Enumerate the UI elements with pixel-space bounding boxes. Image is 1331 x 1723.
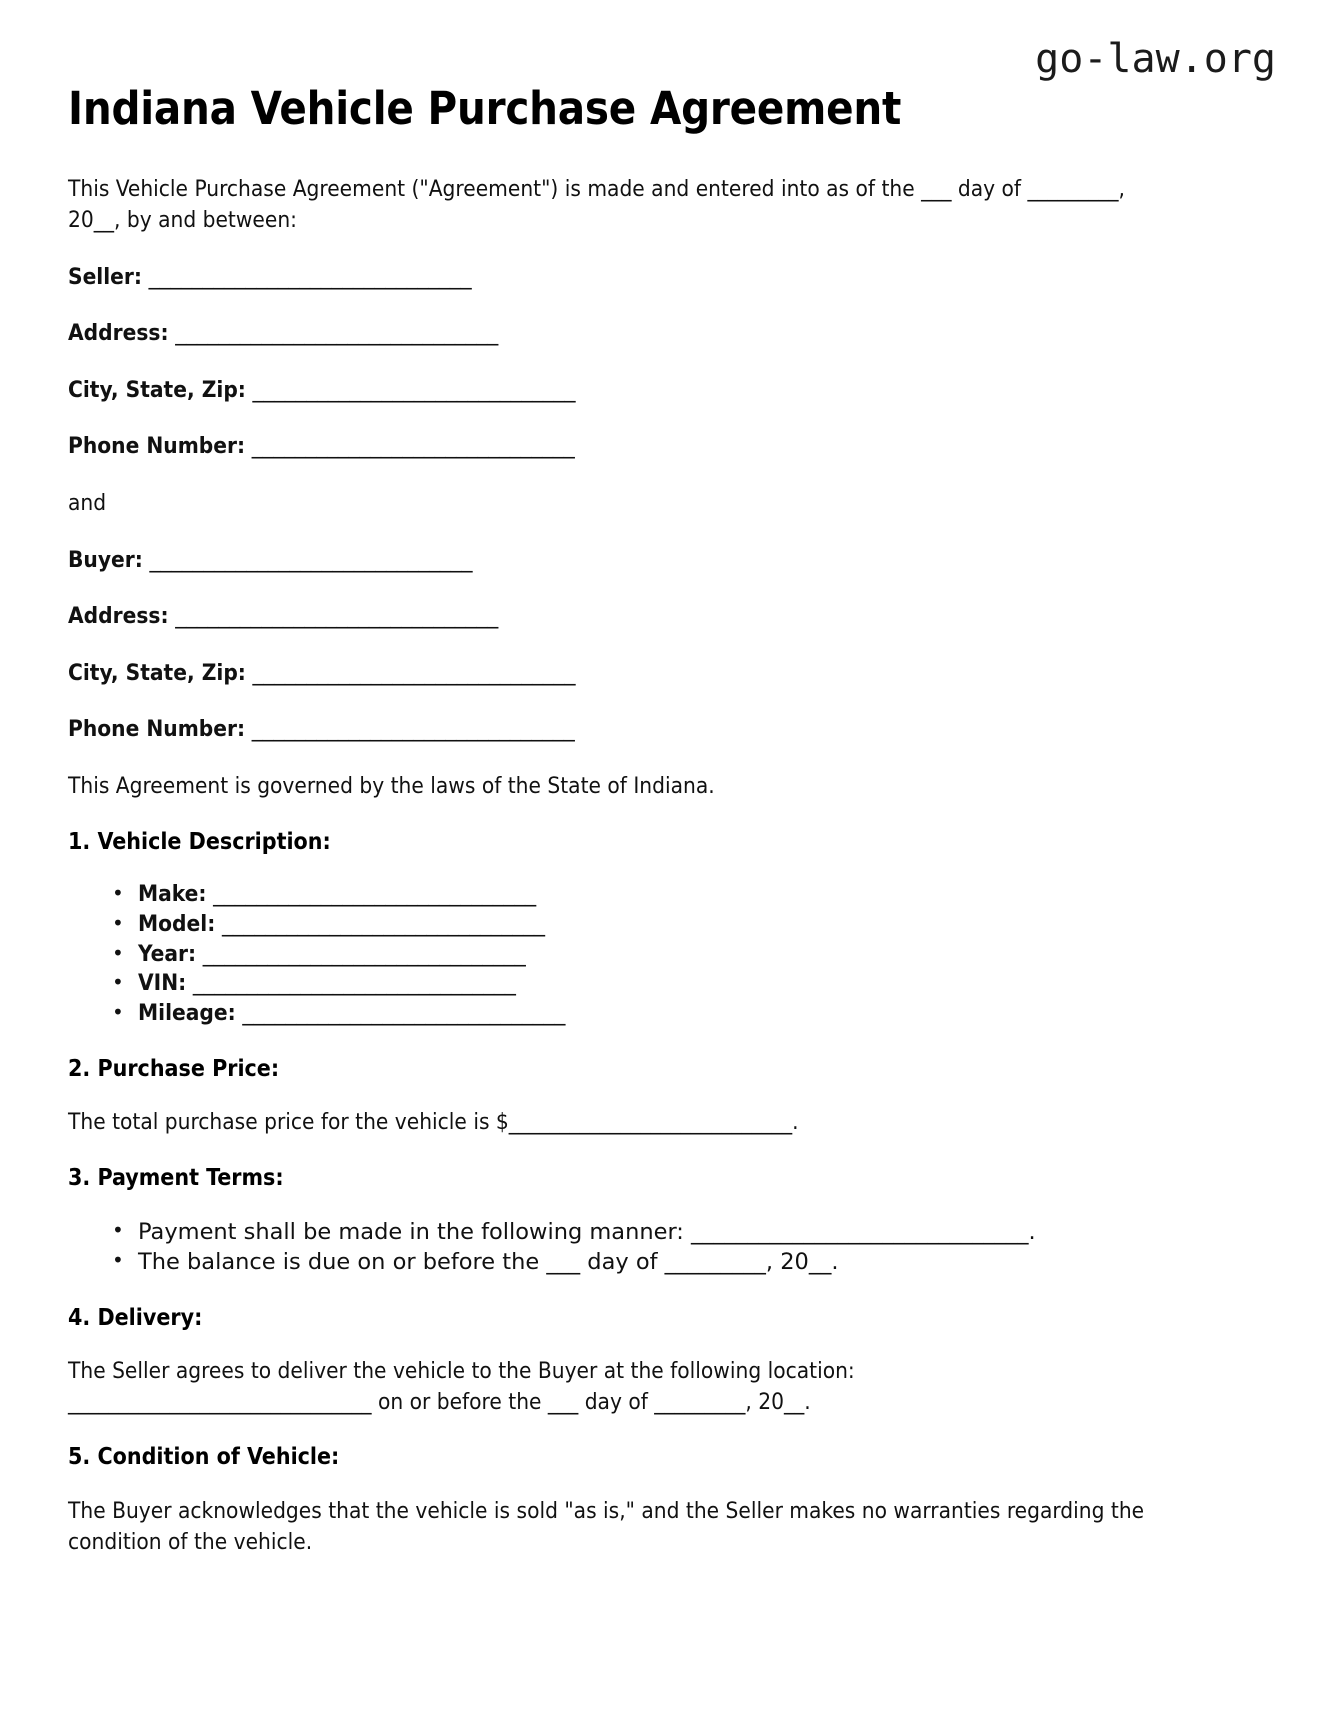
buyer-address-label: Address: [68,603,169,630]
document-content [68,84,1163,1583]
seller-citystatezip-label: City, State, Zip: [68,376,246,403]
seller-phone-field [68,431,1163,462]
site-brand-logo: go-law.org [1035,36,1276,82]
buyer-address-field [68,601,1163,632]
seller-address-field [68,318,1163,349]
buyer-phone-blank[interactable]: ______________________________ [245,716,575,743]
buyer-name-blank[interactable]: ______________________________ [142,546,473,573]
purchase-price-paragraph: The total purchase price for the vehicle is $____________________________. [68,1109,799,1136]
and-conjunction: and [68,489,107,516]
condition-of-vehicle-paragraph: The Buyer acknowledges that the vehicle is sold "as is," and the Seller makes no warranties regarding the condition of the vehicle. [68,1498,1145,1555]
vehicle-model-blank[interactable]: ______________________________ [215,910,545,937]
buyer-phone-label: Phone Number: [68,716,246,743]
vehicle-make-label: Make: [138,881,207,908]
list-item: • The balance is due on or before the ___ day of _________, 20__. [138,1247,1163,1277]
seller-citystatezip-blank[interactable]: ______________________________ [245,376,576,403]
intro-paragraph: This Vehicle Purchase Agreement ("Agreement") is made and entered into as of the ___ day of _________, 20__, by and between: [68,176,1125,233]
list-item: • Payment shall be made in the following manner: ______________________________. [138,1217,1163,1247]
buyer-name-label: Buyer: [68,546,143,573]
seller-name-field [68,262,1163,293]
delivery-paragraph: The Seller agrees to deliver the vehicle to the Buyer at the following location: ______________________________ on or before the ___ day of _________, 20__. [68,1358,855,1415]
list-item [138,910,1163,940]
vehicle-make-blank[interactable]: ______________________________ [206,881,536,908]
section-heading-payment-terms: 3. Payment Terms: [68,1165,284,1192]
section-heading-delivery: 4. Delivery: [68,1304,203,1331]
seller-name-blank[interactable]: ______________________________ [142,263,472,290]
vehicle-mileage-blank[interactable]: ______________________________ [235,1000,565,1027]
buyer-citystatezip-field [68,658,1163,689]
seller-phone-label: Phone Number: [68,433,246,460]
vehicle-year-label: Year: [138,940,197,967]
vehicle-vin-blank[interactable]: ______________________________ [186,970,516,997]
seller-address-blank[interactable]: ______________________________ [168,320,498,347]
seller-phone-blank[interactable]: ______________________________ [245,433,575,460]
list-item [138,969,1163,999]
buyer-citystatezip-label: City, State, Zip: [68,659,246,686]
seller-citystatezip-field [68,375,1163,406]
buyer-address-blank[interactable]: ______________________________ [168,603,498,630]
list-item [138,940,1163,970]
vehicle-year-blank[interactable]: ______________________________ [196,940,526,967]
payment-terms-list [68,1217,1163,1278]
list-item [138,880,1163,910]
page-title: Indiana Vehicle Purchase Agreement [68,82,902,135]
vehicle-model-label: Model: [138,910,216,937]
section-heading-vehicle-description: 1. Vehicle Description: [68,828,331,855]
vehicle-mileage-label: Mileage: [138,1000,236,1027]
seller-name-label: Seller: [68,263,142,290]
section-heading-purchase-price: 2. Purchase Price: [68,1055,280,1082]
section-heading-condition-of-vehicle: 5. Condition of Vehicle: [68,1444,340,1471]
list-item [138,999,1163,1029]
buyer-phone-field [68,714,1163,745]
buyer-citystatezip-blank[interactable]: ______________________________ [245,659,576,686]
seller-address-label: Address: [68,320,169,347]
vehicle-vin-label: VIN: [138,970,187,997]
governing-law-paragraph: This Agreement is governed by the laws of the State of Indiana. [68,772,715,799]
buyer-name-field [68,545,1163,576]
vehicle-description-list [68,880,1163,1028]
